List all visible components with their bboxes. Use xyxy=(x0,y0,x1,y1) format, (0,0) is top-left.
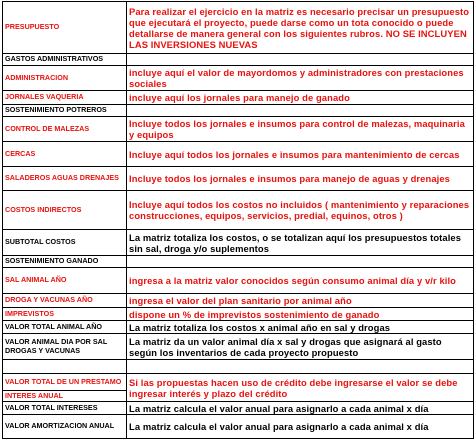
row-description xyxy=(127,360,474,374)
section-header-label: SOSTENIMIENTO GANADO xyxy=(3,256,127,268)
table-row xyxy=(3,321,474,334)
table-row xyxy=(3,91,474,105)
row-label: INTERES ANUAL xyxy=(3,391,127,402)
table-row xyxy=(3,360,474,374)
row-description: Incluye todos los jornales e insumos para manejo de aguas y drenajes xyxy=(127,167,474,191)
table-row xyxy=(3,54,474,66)
row-description: incluye aquí los jornales para manejo de ganado xyxy=(127,91,474,105)
row-label: ADMINISTRACION xyxy=(3,66,127,91)
row-description: Incluye todos los jornales e insumos para control de malezas, maquinaria y equipos xyxy=(127,117,474,142)
table-row xyxy=(3,308,474,321)
row-description: La matriz totaliza los costos x animal año en sal y drogas xyxy=(127,321,474,334)
row-label: VALOR ANIMAL DIA POR SAL DROGAS Y VACUNAS xyxy=(3,334,127,360)
instructions-table xyxy=(2,1,474,439)
table-row xyxy=(3,167,474,191)
row-description: Para realizar el ejercicio en la matriz es necesario precisar un presupuesto que ejecutará el proyecto, puede darse como un tota conocido o puede detallarse de manera general con los siguientes rubros. NO SE INCLUYEN LAS INVERSIONES NUEVAS xyxy=(127,2,474,54)
row-description: La matriz totaliza los costos, o se totalizan aquí los presupuestos totales sin sal, droga y/o suplementos xyxy=(127,230,474,256)
table-row xyxy=(3,66,474,91)
row-description: La matriz calcula el valor anual para asignarlo a cada animal x día xyxy=(127,402,474,415)
table-row xyxy=(3,142,474,167)
row-label: CERCAS xyxy=(3,142,127,167)
table-row xyxy=(3,268,474,294)
row-description: La matriz da un valor animal día x sal y drogas que asignará al gasto según los inventarios de cada proyecto propuesto xyxy=(127,334,474,360)
row-label: CONTROL DE MALEZAS xyxy=(3,117,127,142)
table-row xyxy=(3,2,474,54)
row-label: JORNALES VAQUERIA xyxy=(3,91,127,105)
table-row xyxy=(3,191,474,230)
table-row xyxy=(3,415,474,439)
row-description: Incluye aquí todos los jornales e insumos para mantenimiento de cercas xyxy=(127,142,474,167)
section-header-label: SOSTENIMIENTO POTREROS xyxy=(3,105,127,117)
row-label xyxy=(3,360,127,374)
row-description xyxy=(127,256,474,268)
row-label: SAL ANIMAL AÑO xyxy=(3,268,127,294)
table-row xyxy=(3,230,474,256)
row-description: ingresa el valor del plan sanitario por animal año xyxy=(127,294,474,308)
row-description: La matriz calcula el valor anual para asignarlo a cada animal x día xyxy=(127,415,474,439)
table-row xyxy=(3,374,474,391)
row-label: VALOR AMORTIZACION ANUAL xyxy=(3,415,127,439)
row-description: Si las propuestas hacen uso de crédito debe ingresarse el valor se debe ingresar interés y plazo del crédito xyxy=(127,374,474,402)
row-label: COSTOS INDIRECTOS xyxy=(3,191,127,230)
row-description: incluye aquí el valor de mayordomos y administradores con prestaciones sociales xyxy=(127,66,474,91)
row-description xyxy=(127,105,474,117)
table-row xyxy=(3,334,474,360)
row-label: SALADEROS AGUAS DRENAJES xyxy=(3,167,127,191)
row-description: dispone un % de imprevistos sostenimiento de ganado xyxy=(127,308,474,321)
row-label: DROGA Y VACUNAS AÑO xyxy=(3,294,127,308)
table-row xyxy=(3,105,474,117)
table-row xyxy=(3,117,474,142)
table-row xyxy=(3,294,474,308)
row-label: PRESUPUESTO xyxy=(3,2,127,54)
table-row xyxy=(3,256,474,268)
row-label: VALOR TOTAL ANIMAL AÑO xyxy=(3,321,127,334)
row-description: ingresa a la matriz valor conocidos según consumo animal día y v/r kilo xyxy=(127,268,474,294)
row-description xyxy=(127,54,474,66)
row-label: VALOR TOTAL DE UN PRESTAMO xyxy=(3,374,127,391)
row-label: IMPREVISTOS xyxy=(3,308,127,321)
section-header-label: GASTOS ADMINISTRATIVOS xyxy=(3,54,127,66)
row-description: Incluye aquí todos los costos no incluidos ( mantenimiento y reparaciones construcciones, equipos, servicios, predial, equinos, otros ) xyxy=(127,191,474,230)
row-label: VALOR TOTAL INTERESES xyxy=(3,402,127,415)
row-label: SUBTOTAL COSTOS xyxy=(3,230,127,256)
table-row xyxy=(3,402,474,415)
